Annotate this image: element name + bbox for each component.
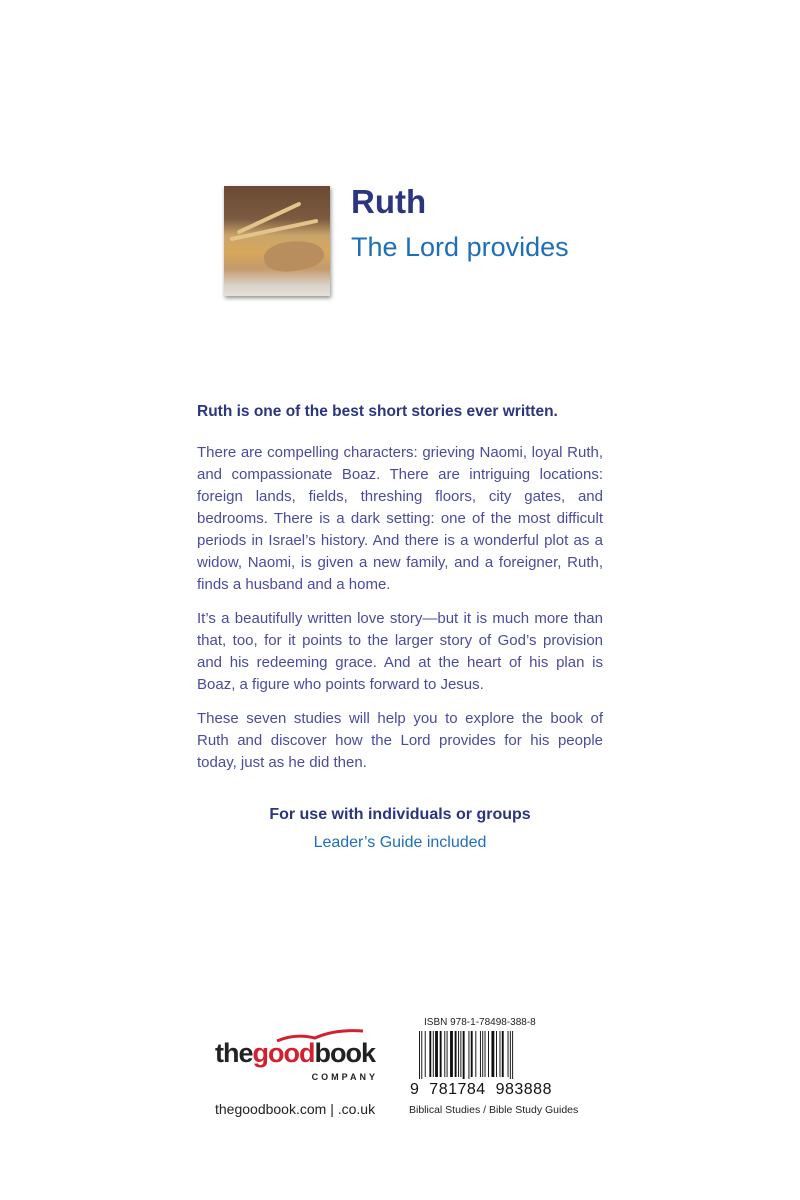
- barcode-bar: [463, 1031, 465, 1079]
- barcode-bar: [435, 1031, 438, 1077]
- barcode-bar: [491, 1031, 494, 1077]
- category: Biblical Studies / Bible Study Guides: [409, 1104, 579, 1116]
- barcode-bar: [447, 1031, 448, 1077]
- description: [197, 442, 603, 774]
- barcode-bar: [502, 1031, 504, 1077]
- barcode-bar: [485, 1031, 486, 1077]
- barcode-bar: [421, 1031, 422, 1079]
- description-column: [197, 402, 603, 854]
- barcode-bar: [419, 1031, 420, 1079]
- barcode: [419, 1031, 547, 1079]
- barcode-bar: [475, 1031, 476, 1077]
- barcode-bar: [488, 1031, 489, 1077]
- barcode-bar: [482, 1031, 483, 1077]
- barcode-bar: [460, 1031, 461, 1077]
- barcode-bar: [496, 1031, 497, 1077]
- book-subtitle: The Lord provides: [351, 232, 569, 262]
- barcode-bar: [480, 1031, 481, 1077]
- publisher-logo: thegoodbook COMPANY: [215, 1028, 380, 1092]
- barcode-bar: [440, 1031, 442, 1077]
- barcode-bar: [458, 1031, 459, 1077]
- book-title: Ruth: [351, 183, 427, 220]
- isbn: ISBN 978-1-78498-388-8: [424, 1017, 536, 1028]
- description-paragraph: These seven studies will help you to explore the book of Ruth and discover how the Lord provides for his people today, just as he did then.: [197, 710, 603, 771]
- barcode-bar: [433, 1031, 434, 1077]
- barcode-digits: 9 781784 983888: [410, 1081, 552, 1098]
- barcode-bar: [471, 1031, 473, 1077]
- barcode-bar: [455, 1031, 457, 1077]
- barcode-bar: [468, 1031, 469, 1079]
- publisher-url: thegoodbook.com | .co.uk: [215, 1101, 376, 1117]
- barcode-bar: [429, 1031, 431, 1077]
- barcode-bar: [510, 1031, 511, 1079]
- description-paragraph: There are compelling characters: grieving Naomi, loyal Ruth, and compassionate Boaz. There are intriguing locations: foreign lands, fields, threshing floors, city gates, and bedrooms. There is a dark setting: one of the most difficult periods in Israel’s history. And there is a wonderful plot as a widow, Naomi, is given a new family, and a foreigner, Ruth, finds a husband and a home.: [197, 444, 603, 593]
- barcode-bar: [500, 1031, 501, 1077]
- barcode-bar: [512, 1031, 513, 1079]
- barcode-bar: [508, 1031, 509, 1077]
- barcode-bar: [444, 1031, 445, 1077]
- leaders-guide-note: Leader’s Guide included: [313, 834, 487, 851]
- barcode-bar: [425, 1031, 426, 1077]
- usage-note: For use with individuals or groups: [269, 806, 531, 823]
- cover-thumbnail-image: [224, 186, 330, 296]
- lead-sentence: Ruth is one of the best short stories ever written.: [197, 403, 558, 420]
- barcode-bar: [450, 1031, 453, 1077]
- description-paragraph: It’s a beautifully written love story—but it is much more than that, too, for it points to the larger story of God’s provision and his redeeming grace. And at the heart of his plan is Boaz, a figure who points forward to Jesus.: [197, 610, 603, 693]
